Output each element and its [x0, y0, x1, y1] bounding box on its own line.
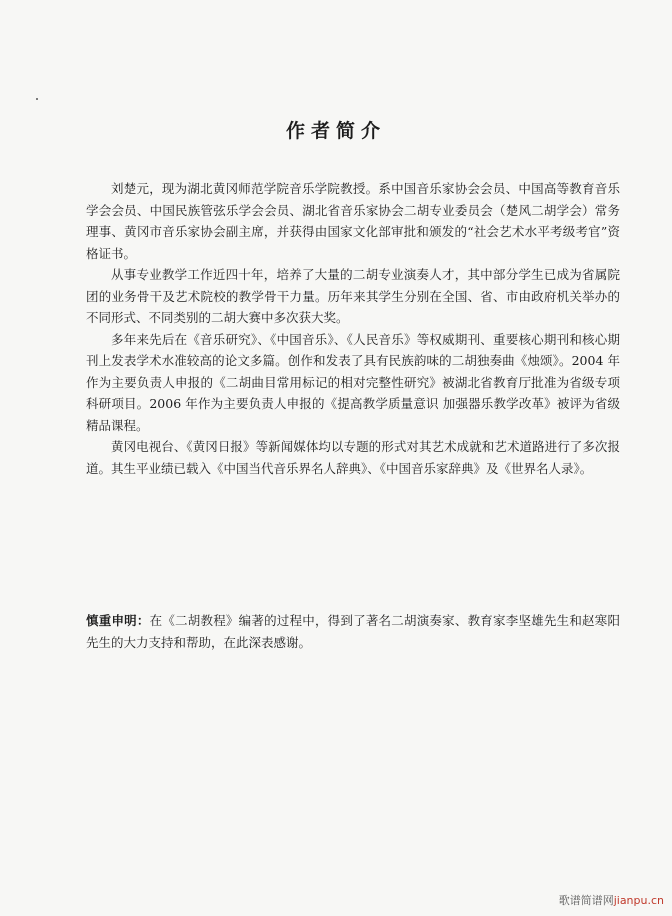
bio-paragraph-1: 刘楚元，现为湖北黄冈师范学院音乐学院教授。系中国音乐家协会会员、中国高等教育音乐学会会员、中国民族管弦乐学会会员、湖北省音乐家协会二胡专业委员会（楚风二胡学会）常务理事、黄冈市音乐家协会副主席，并获得由国家文化部审批和颁发的“社会艺术水平考级考官”资格证书。 [86, 181, 620, 261]
bio-paragraph-2: 从事专业教学工作近四十年，培养了大量的二胡专业演奏人才，其中部分学生已成为省属院团的业务骨干及艺术院校的教学骨干力量。历年来其学生分别在全国、省、市由政府机关举办的不同形式、不同类别的二胡大赛中多次获大奖。 [86, 267, 620, 325]
acknowledgement-statement [86, 610, 620, 653]
watermark-site-name: 歌谱简谱网 [558, 894, 614, 907]
statement-label: 慎重申明： [86, 613, 150, 628]
statement-text: 在《二胡教程》编著的过程中，得到了著名二胡演奏家、教育家李坚雄先生和赵寒阳先生的大力支持和帮助，在此深表感谢。 [86, 613, 620, 650]
bio-paragraph-3: 多年来先后在《音乐研究》、《中国音乐》、《人民音乐》等权威期刊、重要核心期刊和核心期刊上发表学术水准较高的论文多篇。创作和发表了具有民族韵味的二胡独奏曲《烛颂》。2004 年作为主要负责人申报的《二胡曲目常用标记的相对完整性研究》被湖北省教育厅批准为省级专项科研项目。2006 年作为主要负责人申报的《提高教学质量意识 加强器乐教学改革》被评为省级精品课程。 [86, 331, 620, 433]
page-title: 作者简介 [285, 120, 386, 142]
author-bio [86, 178, 620, 479]
scan-speck [36, 98, 38, 100]
bio-paragraph-4: 黄冈电视台、《黄冈日报》等新闻媒体均以专题的形式对其艺术成就和艺术道路进行了多次报道。其生平业绩已载入《中国当代音乐界名人辞典》、《中国音乐家辞典》及《世界名人录》。 [86, 439, 620, 476]
watermark-url: jianpu.cn [613, 894, 664, 907]
site-watermark [559, 892, 664, 908]
